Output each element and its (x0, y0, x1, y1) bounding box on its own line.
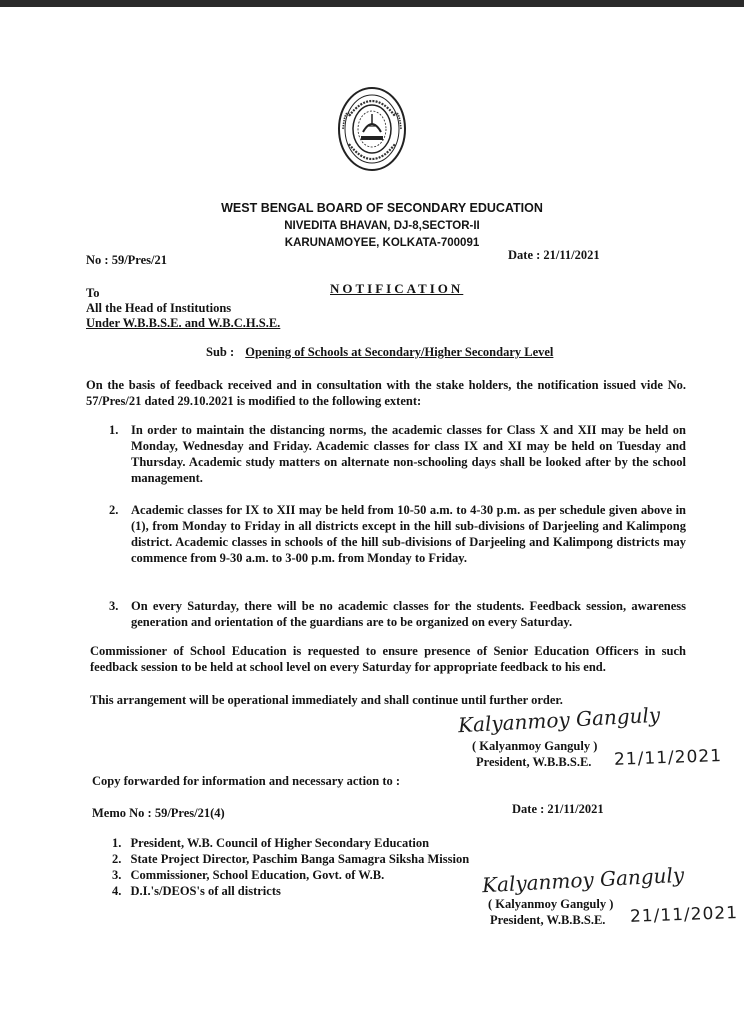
distribution-number: 3. (112, 868, 122, 882)
distribution-item (112, 868, 384, 883)
distribution-item (112, 836, 429, 851)
copy-forwarded-line: Copy forwarded for information and necessary action to : (92, 774, 401, 788)
distribution-item (112, 852, 469, 867)
point-item (109, 422, 686, 486)
closing-paragraph: This arrangement will be operational immediately and shall continue until further order. (90, 693, 563, 707)
org-name: WEST BENGAL BOARD OF SECONDARY EDUCATION (221, 201, 543, 215)
recipient-to: To (86, 286, 100, 300)
point-text: Academic classes for IX to XII may be held from 10-50 a.m. to 4-30 p.m. as per schedule given above in (1), from Monday to Friday in all districts except in the hill sub-divisions of Darjeeling and Kalimpong district. Academic classes in schools of the hill sub-divisions of Darjeeling and Kalimpong districts may commence from 9-30 a.m. to 3-00 p.m. from Monday to Friday. (131, 503, 686, 565)
point-item (109, 502, 686, 566)
point-item (109, 598, 686, 630)
distribution-item (112, 884, 281, 899)
signatory-name: ( Kalyanmoy Ganguly ) (472, 739, 598, 753)
distribution-text: President, W.B. Council of Higher Secondary Education (130, 836, 430, 850)
org-address-line2: KARUNAMOYEE, KOLKATA-700091 (284, 237, 480, 249)
scan-top-edge (0, 0, 744, 7)
point-number: 3. (109, 599, 119, 613)
signatory-designation: President, W.B.B.S.E. (490, 913, 606, 927)
recipient-line2: Under W.B.B.S.E. and W.B.C.H.S.E. (86, 316, 281, 330)
point-text: On every Saturday, there will be no academic classes for the students. Feedback session, awareness generation and orientation of the guardians are to be organized on every Saturday. (131, 599, 686, 629)
recipient-line1: All the Head of Institutions (86, 301, 232, 315)
distribution-number: 4. (112, 884, 122, 898)
intro-paragraph: On the basis of feedback received and in consultation with the stake holders, the notification issued vide No. 57/Pres/21 dated 29.10.2021 is modified to the following extent: (86, 378, 686, 408)
point-number: 2. (109, 503, 119, 517)
reference-number: No : 59/Pres/21 (86, 253, 168, 267)
handwritten-signature: Kalyanmoy Ganguly (481, 862, 685, 898)
org-address-line1: NIVEDITA BHAVAN, DJ-8,SECTOR-II (284, 220, 480, 232)
document-title: NOTIFICATION (330, 281, 464, 296)
distribution-number: 1. (112, 836, 122, 850)
reference-date: Date : 21/11/2021 (508, 248, 600, 262)
subject-label: Sub : (206, 345, 235, 359)
board-seal-emblem (337, 86, 407, 172)
point-number: 1. (109, 423, 119, 437)
subject-line (206, 345, 553, 360)
point-text: In order to maintain the distancing norms, the academic classes for Class X and XII may be held on Monday, Wednesday and Friday. Academic classes for class IX and XI may be held on Tuesday and Thursday. Academic study matters on alternate non-schooling days shall be looked after by the school management. (131, 423, 686, 485)
memo-number: Memo No : 59/Pres/21(4) (92, 806, 225, 820)
handwritten-signature: Kalyanmoy Ganguly (457, 702, 661, 738)
subject-text: Opening of Schools at Secondary/Higher Secondary Level (245, 345, 554, 359)
distribution-number: 2. (112, 852, 122, 866)
handwritten-date: 21/11/2021 (613, 746, 723, 770)
handwritten-date: 21/11/2021 (629, 903, 739, 927)
distribution-text: Commissioner, School Education, Govt. of W.B. (130, 868, 385, 882)
signatory-name: ( Kalyanmoy Ganguly ) (488, 897, 614, 911)
commissioner-paragraph: Commissioner of School Education is requested to ensure presence of Senior Education Officers in such feedback session to be held at school level on every Saturday for appropriate feedback to his end. (90, 644, 686, 674)
memo-date: Date : 21/11/2021 (512, 802, 604, 816)
distribution-text: State Project Director, Paschim Banga Samagra Siksha Mission (130, 852, 470, 866)
distribution-text: D.I.'s/DEOS's of all districts (130, 884, 281, 898)
signatory-designation: President, W.B.B.S.E. (476, 755, 592, 769)
